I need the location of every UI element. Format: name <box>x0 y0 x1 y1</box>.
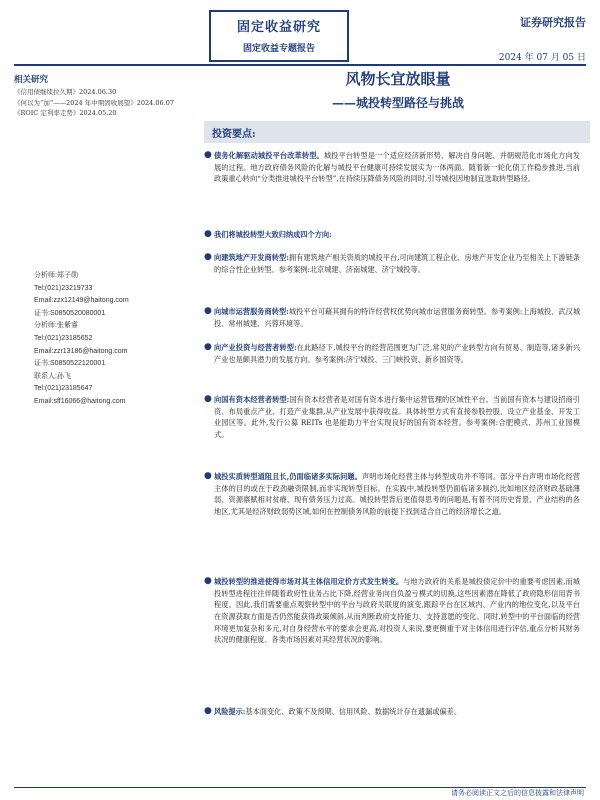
bullet-icon: ● <box>204 306 212 316</box>
logo-subtitle: 固定收益专题报告 <box>242 44 315 54</box>
bullet-icon: ● <box>204 576 212 586</box>
bullet-icon: ● <box>204 150 212 160</box>
bullet-text: 基本面变化、政策不及预期、信用风险、数据统计存在遗漏或偏差。 <box>245 707 462 716</box>
report-header <box>0 0 600 64</box>
related-research-heading: 相关研究 <box>14 75 49 85</box>
bullet-lead: 向国有资本经营者转型: <box>214 395 290 404</box>
bullet-item <box>204 229 580 241</box>
bullet-item <box>204 342 581 365</box>
bullet-text: 在此路径下,城投平台的经营范围更为广泛,常见的产业转型方向有贸易、制造等,诸多新兴产业也是颇具潜力的发展方向。参考案例:济宁城投、三门峡投资、新乡国资等。 <box>214 343 581 364</box>
bullet-item <box>204 252 580 275</box>
bullet-icon: ● <box>204 471 212 481</box>
analyst-contacts <box>34 270 204 409</box>
disclaimer-note: 请务必阅读正文之后的信息披露和法律声明 <box>451 789 584 797</box>
bullet-lead: 向城市运营服务商转型: <box>214 307 289 316</box>
analyst-line: Tel:(021)23185647 <box>34 385 93 393</box>
bullet-icon: ● <box>204 706 212 716</box>
report-title: 风物长宜放眼量 <box>345 70 451 88</box>
bullet-item <box>204 576 580 646</box>
bullet-lead: 风险提示: <box>214 707 246 716</box>
bullet-lead: 城投转型的推进使得市场对其主体信用定价方式发生转变。 <box>214 577 404 586</box>
analyst-line: Tel:(021)23219733 <box>34 284 93 292</box>
analyst-line: 分析师:张紫睿 <box>34 322 78 330</box>
report-logo-box <box>209 10 349 62</box>
bullet-item <box>204 471 580 518</box>
bullet-text: 拥有建筑地产相关资质的城投平台,可向建筑工程企业、房地产开发企业乃至相关上下游链条的综合性企业转型。参考案例:北京城建、济南城建、济宁城投等。 <box>214 253 580 274</box>
bullet-item <box>204 306 581 329</box>
report-type-label: 证券研究报告 <box>520 16 586 29</box>
related-ref-1[interactable]: 《信用债继续拉久期》2024.06.30 <box>14 88 117 97</box>
analyst-line: 证书:S0850522120001 <box>34 360 106 368</box>
analyst-email[interactable]: Email:zzx12149@haitong.com <box>34 297 129 305</box>
bullet-lead: 城投实质转型道阻且长,仍面临诸多实际问题。 <box>214 472 362 481</box>
analyst-email[interactable]: Email:sff16066@haitong.com <box>34 397 126 405</box>
logo-title: 固定收益研究 <box>236 20 321 35</box>
related-ref-2[interactable]: 《何以为“加”——2024 年中期固收展望》2024.06.07 <box>14 98 174 107</box>
bullet-icon: ● <box>204 342 212 352</box>
key-points-heading: 投资要点: <box>204 121 590 143</box>
bullet-lead: 债务化解驱动城投平台改革转型。 <box>214 151 324 160</box>
bullet-lead: 向建筑地产开发商转型: <box>214 253 289 262</box>
sidebar-related-research <box>14 74 199 120</box>
bullet-lead: 我们将城投转型大致归纳成四个方向: <box>214 230 332 239</box>
analyst-line: 证书:S0850520080001 <box>34 309 106 317</box>
bullet-text: 国有资本经营者是对国有资本进行集中运营管理的区域性平台。当前国有资本与建设招商引资、布局重点产业、打造产业集群,从产业发展中获得收益。具体转型方式有直接参股控股、设立产业基金、开发工业园区等。此外,发行公募 REITs 也是能助力平台实现良好的国有资本经营。参考案例:合肥模式、苏州工业园模式。 <box>214 395 580 439</box>
bullet-icon: ● <box>204 252 212 262</box>
bullet-icon: ● <box>204 394 212 404</box>
report-date: 2024 年 07 月 05 日 <box>498 53 586 63</box>
bullet-text: 声明市场化经营主体与转型成功并不等同。部分平台声明市场化经营主体的目的或在于政劲融资限制,而非实现转型目标。在实践中,城投转型仍面临诸多制约,比如地区经济财政基础薄弱、资源禀赋相对贫瘠、现有债务压力过高。城投转型背后更值得思考的问题是,有着不同历史背景、产业结构的各地区,尤其是经济财政弱势区域,如何在控制债务风险的前提下找到适合自己的经济增长之道。 <box>214 472 580 516</box>
analyst-email[interactable]: Email:zzr13186@haitong.com <box>34 347 128 355</box>
bullet-item <box>204 150 580 185</box>
bullet-lead: 向产业投资与经营者转型: <box>214 343 297 352</box>
analyst-line: 联系人:孙飞 <box>34 372 71 380</box>
bullet-text: 城投平台转型是一个适应经济新形势、解决自身问题、并朝规范化市场化方向发展的过程。地方政府债务风险的化解与城投平台健康可持续发展实为一体两面。随着新一轮化债工作稳步推进,当前政策重心转向“分类推进城投平台转型”,在持续压降债务风险的同时,引导城投因地制宜选取转型路径。 <box>214 151 580 184</box>
bullet-item <box>204 706 580 718</box>
analyst-line: 分析师:郑子勋 <box>34 272 78 279</box>
report-subtitle: ——城投转型路径与挑战 <box>331 96 464 110</box>
analyst-line: Tel:(021)23185652 <box>34 334 93 342</box>
bullet-text: 城投平台可藉其拥有的特许经营权优势向城市运营服务商转型。参考案例:上海城投、武汉城投、常州城建、兴蓉环境等。 <box>214 307 581 328</box>
bullet-icon: ● <box>204 229 212 239</box>
header-right <box>499 14 586 63</box>
bullet-item <box>204 394 580 441</box>
bullet-text: 与地方政府的关系是城投债定价中的重要考虑因素,而城投转型进程往往伴随着政府性业务占比下降,经营业务向自负盈亏模式的切换,这些因素潜在降低了政府隐形信用背书程度。因此,我们需要重点观察转型中的平台与政府关联度的演变,跟踪平台在区域内、产业内的地位变化,以及平台在资源获取方面是否仍然能获得政策倾斜,从而判断政府支持能力、支持意愿的变化。同时,转型中的平台面临的经营环境更加复杂和多元,对自身经营水平的要求会更高,对投资人来说,要更侧重于对主体信用进行评估,重点分析其财务状况的健康程度、各类市场因素对其经营状况的影响。 <box>214 577 580 645</box>
main-content <box>210 66 586 143</box>
related-ref-3[interactable]: 《ROIC 定利率走势》2024.05.20 <box>14 109 117 118</box>
